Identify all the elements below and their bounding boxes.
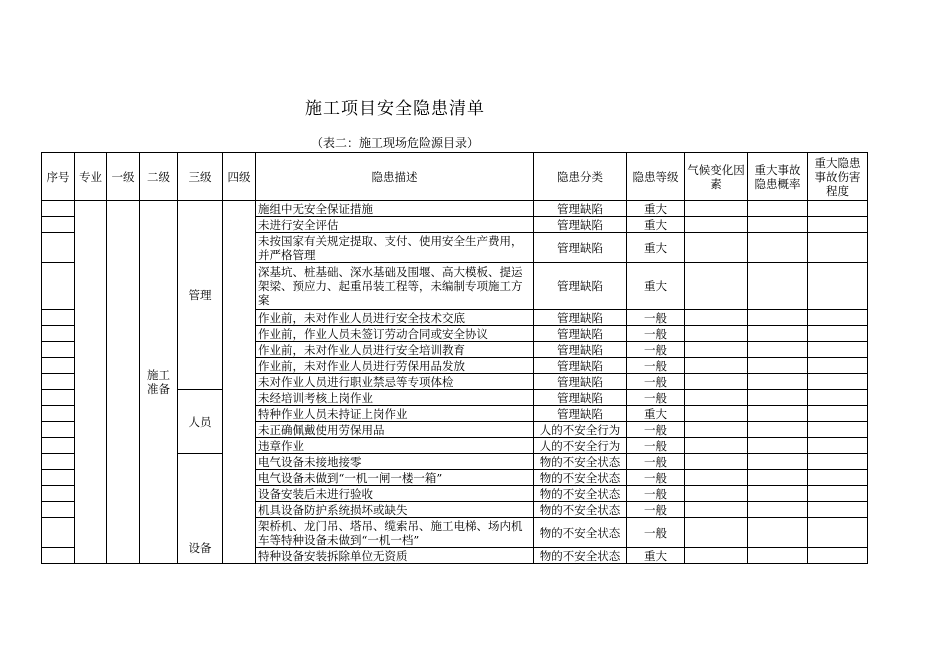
severity-cell [808, 201, 868, 217]
climate-cell [685, 422, 748, 438]
severity-cell [808, 233, 868, 263]
climate-cell [685, 502, 748, 518]
level4-cell [223, 201, 256, 564]
grade-cell: 重大 [627, 201, 685, 217]
header-level3: 三级 [178, 153, 223, 201]
grade-cell: 重大 [627, 406, 685, 422]
category-cell: 管理缺陷 [534, 233, 627, 263]
climate-cell [685, 310, 748, 326]
climate-cell [685, 233, 748, 263]
climate-cell [685, 374, 748, 390]
probability-cell [748, 470, 808, 486]
description-cell: 架桥机、龙门吊、塔吊、缆索吊、施工电梯、场内机车等特种设备未做到“一机一档” [256, 518, 534, 548]
document-title: 施工项目安全隐患清单 [305, 99, 485, 119]
no-cell [42, 217, 75, 233]
category-cell: 管理缺陷 [534, 310, 627, 326]
category-cell: 管理缺陷 [534, 201, 627, 217]
severity-cell [808, 502, 868, 518]
description-cell: 作业前，未对作业人员进行安全培训教育 [256, 342, 534, 358]
probability-cell [748, 326, 808, 342]
probability-cell [748, 217, 808, 233]
severity-cell [808, 438, 868, 454]
severity-cell [808, 217, 868, 233]
probability-cell [748, 263, 808, 310]
probability-cell [748, 374, 808, 390]
description-cell: 未按国家有关规定提取、支付、使用安全生产费用，并严格管理 [256, 233, 534, 263]
climate-cell [685, 342, 748, 358]
severity-cell [808, 486, 868, 502]
level2-group-prep: 施工准备 [140, 201, 178, 564]
probability-cell [748, 310, 808, 326]
climate-cell [685, 406, 748, 422]
severity-cell [808, 548, 868, 564]
category-cell: 人的不安全行为 [534, 438, 627, 454]
grade-cell: 一般 [627, 486, 685, 502]
description-cell: 未对作业人员进行职业禁忌等专项体检 [256, 374, 534, 390]
category-cell: 管理缺陷 [534, 342, 627, 358]
level1-cell [107, 201, 140, 564]
severity-cell [808, 374, 868, 390]
severity-cell [808, 358, 868, 374]
grade-cell: 一般 [627, 310, 685, 326]
probability-cell [748, 406, 808, 422]
description-cell: 电气设备未接地接零 [256, 454, 534, 470]
category-cell: 管理缺陷 [534, 358, 627, 374]
description-cell: 施组中无安全保证措施 [256, 201, 534, 217]
header-level1: 一级 [107, 153, 140, 201]
climate-cell [685, 390, 748, 406]
document-subtitle: （表二：施工现场危险源目录） [310, 136, 479, 150]
description-cell: 机具设备防护系统损坏或缺失 [256, 502, 534, 518]
level3-group-mgmt: 管理 [178, 201, 223, 390]
header-severity: 重大隐患事故伤害程度 [808, 153, 868, 201]
climate-cell [685, 217, 748, 233]
no-cell [42, 233, 75, 263]
grade-cell: 重大 [627, 548, 685, 564]
table-row [42, 201, 868, 217]
grade-cell: 一般 [627, 342, 685, 358]
grade-cell: 一般 [627, 374, 685, 390]
probability-cell [748, 422, 808, 438]
no-cell [42, 263, 75, 310]
probability-cell [748, 486, 808, 502]
description-cell: 未经培训考核上岗作业 [256, 390, 534, 406]
climate-cell [685, 470, 748, 486]
probability-cell [748, 548, 808, 564]
no-cell [42, 342, 75, 358]
description-cell: 设备安装后未进行验收 [256, 486, 534, 502]
header-no: 序号 [42, 153, 75, 201]
no-cell [42, 502, 75, 518]
grade-cell: 一般 [627, 502, 685, 518]
header-major: 专业 [75, 153, 107, 201]
severity-cell [808, 406, 868, 422]
header-level4: 四级 [223, 153, 256, 201]
description-cell: 特种作业人员未持证上岗作业 [256, 406, 534, 422]
severity-cell [808, 390, 868, 406]
grade-cell: 一般 [627, 438, 685, 454]
no-cell [42, 422, 75, 438]
probability-cell [748, 438, 808, 454]
severity-cell [808, 454, 868, 470]
level3-group-personnel: 人员 [178, 390, 223, 454]
climate-cell [685, 201, 748, 217]
grade-cell: 一般 [627, 390, 685, 406]
climate-cell [685, 358, 748, 374]
probability-cell [748, 233, 808, 263]
hazard-table [41, 152, 868, 564]
grade-cell: 重大 [627, 263, 685, 310]
probability-cell [748, 390, 808, 406]
severity-cell [808, 263, 868, 310]
severity-cell [808, 422, 868, 438]
grade-cell: 一般 [627, 358, 685, 374]
grade-cell: 一般 [627, 470, 685, 486]
grade-cell: 一般 [627, 326, 685, 342]
severity-cell [808, 518, 868, 548]
description-cell: 未正确佩戴使用劳保用品 [256, 422, 534, 438]
header-grade: 隐患等级 [627, 153, 685, 201]
category-cell: 管理缺陷 [534, 390, 627, 406]
climate-cell [685, 438, 748, 454]
no-cell [42, 374, 75, 390]
description-cell: 作业前，未对作业人员进行劳保用品发放 [256, 358, 534, 374]
category-cell: 管理缺陷 [534, 326, 627, 342]
severity-cell [808, 326, 868, 342]
category-cell: 物的不安全状态 [534, 470, 627, 486]
climate-cell [685, 486, 748, 502]
description-cell: 作业前，作业人员未签订劳动合同或安全协议 [256, 326, 534, 342]
severity-cell [808, 470, 868, 486]
category-cell: 管理缺陷 [534, 374, 627, 390]
grade-cell: 重大 [627, 217, 685, 233]
category-cell: 管理缺陷 [534, 263, 627, 310]
description-cell: 深基坑、桩基础、深水基础及围堰、高大模板、提运架梁、预应力、起重吊装工程等，未编制专项施工方案 [256, 263, 534, 310]
header-level2: 二级 [140, 153, 178, 201]
level3-group-equipment: 设备 [178, 454, 223, 564]
climate-cell [685, 263, 748, 310]
description-cell: 未进行安全评估 [256, 217, 534, 233]
category-cell: 物的不安全状态 [534, 486, 627, 502]
header-description: 隐患描述 [256, 153, 534, 201]
no-cell [42, 438, 75, 454]
probability-cell [748, 342, 808, 358]
probability-cell [748, 454, 808, 470]
probability-cell [748, 518, 808, 548]
severity-cell [808, 310, 868, 326]
header-climate: 气候变化因素 [685, 153, 748, 201]
major-cell [75, 201, 107, 564]
grade-cell: 一般 [627, 422, 685, 438]
description-cell: 特种设备安装拆除单位无资质 [256, 548, 534, 564]
grade-cell: 一般 [627, 518, 685, 548]
no-cell [42, 470, 75, 486]
climate-cell [685, 454, 748, 470]
category-cell: 管理缺陷 [534, 217, 627, 233]
probability-cell [748, 201, 808, 217]
category-cell: 物的不安全状态 [534, 548, 627, 564]
description-cell: 违章作业 [256, 438, 534, 454]
probability-cell [748, 358, 808, 374]
description-cell: 电气设备未做到“一机一闸一楼一箱” [256, 470, 534, 486]
climate-cell [685, 518, 748, 548]
no-cell [42, 358, 75, 374]
header-probability: 重大事故隐患概率 [748, 153, 808, 201]
header-row [42, 153, 868, 201]
no-cell [42, 486, 75, 502]
climate-cell [685, 326, 748, 342]
description-cell: 作业前，未对作业人员进行安全技术交底 [256, 310, 534, 326]
climate-cell [685, 548, 748, 564]
no-cell [42, 310, 75, 326]
grade-cell: 一般 [627, 454, 685, 470]
no-cell [42, 406, 75, 422]
probability-cell [748, 502, 808, 518]
header-category: 隐患分类 [534, 153, 627, 201]
no-cell [42, 201, 75, 217]
category-cell: 物的不安全状态 [534, 502, 627, 518]
grade-cell: 重大 [627, 233, 685, 263]
category-cell: 物的不安全状态 [534, 454, 627, 470]
no-cell [42, 390, 75, 406]
no-cell [42, 454, 75, 470]
category-cell: 物的不安全状态 [534, 518, 627, 548]
category-cell: 人的不安全行为 [534, 422, 627, 438]
category-cell: 管理缺陷 [534, 406, 627, 422]
no-cell [42, 326, 75, 342]
no-cell [42, 548, 75, 564]
severity-cell [808, 342, 868, 358]
no-cell [42, 518, 75, 548]
